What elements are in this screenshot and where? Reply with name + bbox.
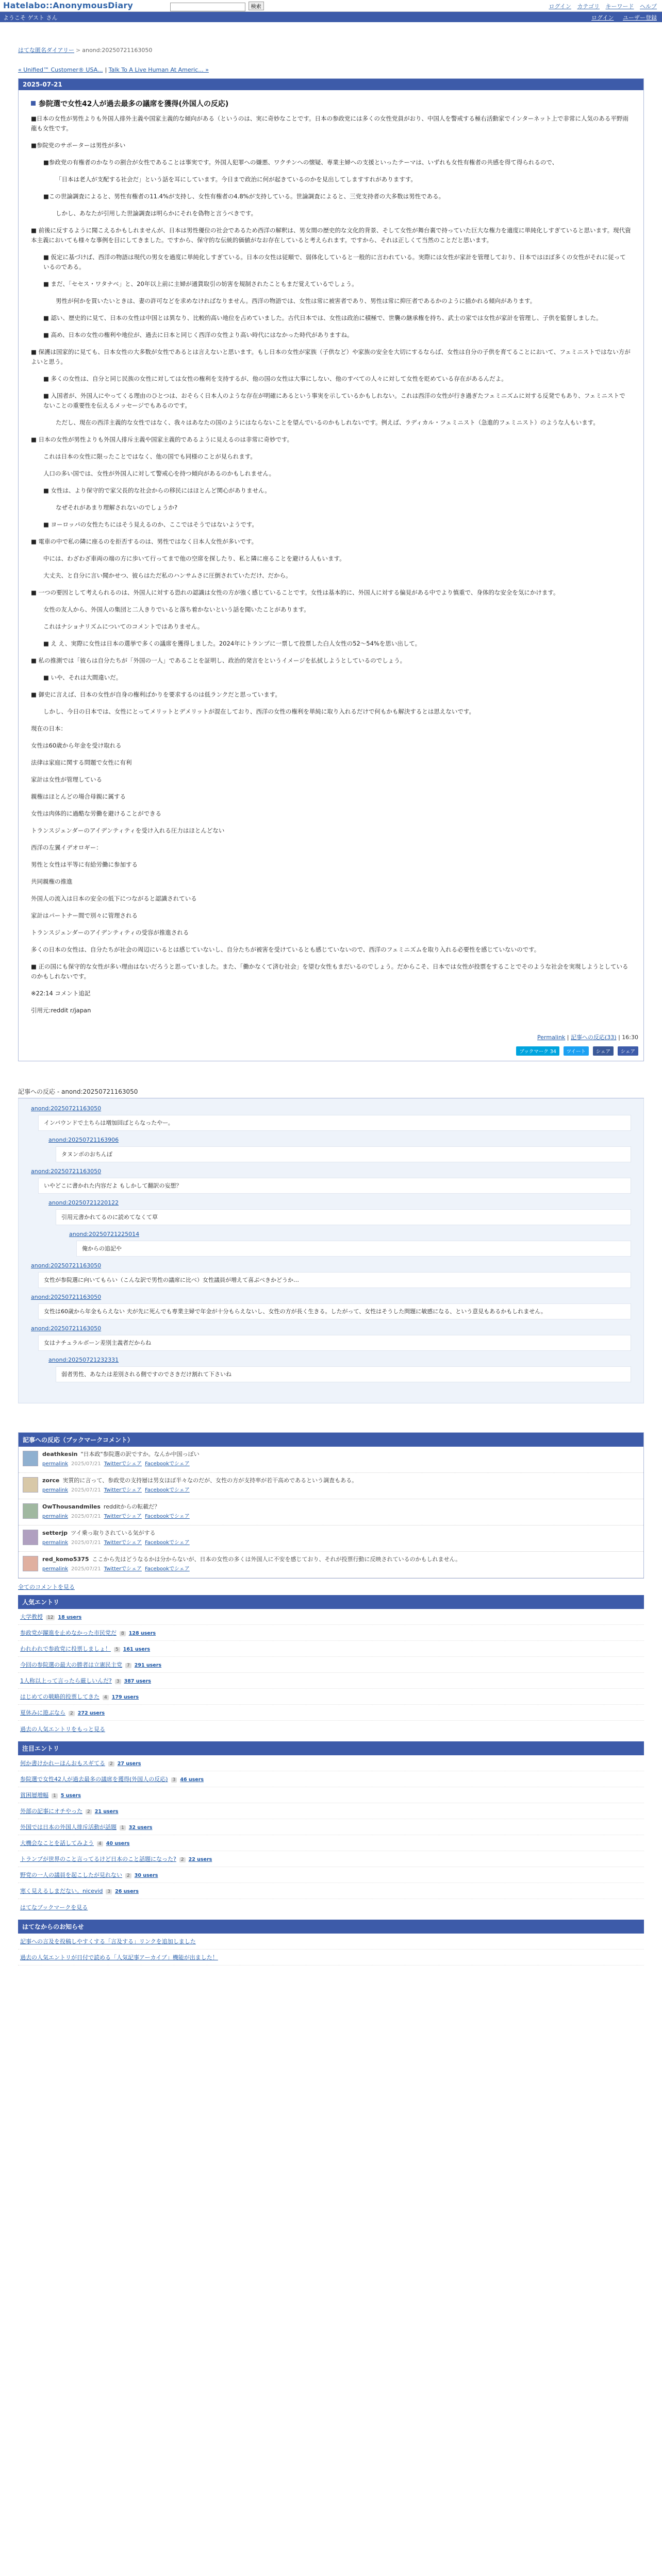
entry-paragraph: ■ 私の推測では「彼らは自分たちが「外国の一人」であることを証明し、政治的発言をというイメージを払拭しようとしているのでしょう。 bbox=[31, 657, 406, 664]
entry-paragraph: ■ 前後に反するように聞こえるかもしれませんが、日本は男性優位の社会であるため西洋の解釈は、男女間の歴史的な文化的背景、そして女性が舞台裏で持っていた巨大な権力を適度に単純化しすぎていると思います。現代資本主義においても様々な事例を目にしてきました。ですから、保守的な伝統的価値がなお存在していると考えられます。ですから、それは正しくて当然のことだと思います。 bbox=[31, 227, 631, 244]
entry-paragraph: ■ 高め、日本の女性の権利や地位が、過去に日本と同じく西洋の女性より高い時代にはなかった時代がありますね。 bbox=[43, 331, 353, 338]
bookmark-permalink[interactable]: permalink bbox=[42, 1514, 68, 1519]
list-item-link[interactable]: 参政党が躍進を止めなかった市民党だ bbox=[20, 1630, 117, 1636]
bookmark-twitter-share[interactable]: Twitterでシェア bbox=[104, 1487, 142, 1493]
entry-time: | 16:30 bbox=[618, 1034, 638, 1041]
list-item-link[interactable]: 何か書けかれーほんおもスギてる bbox=[20, 1760, 105, 1767]
thread-entry-link[interactable]: anond:20250721163050 bbox=[31, 1325, 102, 1332]
popular-title: 人気エントリ bbox=[18, 1595, 644, 1609]
thread-node bbox=[31, 1262, 631, 1288]
list-item-link[interactable]: われわれで参政党に投票しましょ！ bbox=[20, 1646, 111, 1652]
bookmark-count-badge: 3 bbox=[115, 1679, 121, 1684]
entry-paragraph: 西洋の左翼イデオロギー： bbox=[31, 844, 102, 851]
notable-entries bbox=[18, 1741, 644, 1916]
thread-node bbox=[31, 1167, 631, 1194]
bookmark-twitter-share[interactable]: Twitterでシェア bbox=[104, 1540, 142, 1546]
list-item bbox=[18, 1641, 644, 1657]
thread-node bbox=[48, 1199, 631, 1225]
thread-entry-text: タヌンボのおちんぽ bbox=[56, 1146, 631, 1162]
bookmark-meta bbox=[42, 1564, 639, 1572]
site-logo[interactable]: Hatelabo::AnonymousDiary bbox=[3, 1, 134, 10]
users-count-link[interactable]: 128 users bbox=[128, 1631, 156, 1636]
list-item-link[interactable]: 夏休みに遊ぶなら bbox=[20, 1709, 65, 1716]
nav-keyword[interactable]: キーワード bbox=[605, 3, 634, 10]
thread-node bbox=[48, 1356, 631, 1382]
list-item-link[interactable]: トランプが世界のこと言ってるけど日本のこと話題になった? bbox=[20, 1856, 176, 1862]
list-item-link[interactable]: 大学教授 bbox=[20, 1614, 43, 1620]
bookmark-user[interactable]: setterjp bbox=[42, 1530, 68, 1536]
facebook-share-button[interactable]: シェア bbox=[593, 1046, 614, 1056]
entry-paragraph: 男性と女性は平等に有給労働に参加する bbox=[31, 861, 138, 868]
list-item bbox=[18, 1609, 644, 1625]
entry-paragraph: 女性は60歳から年金を受け取れる bbox=[31, 742, 122, 749]
entry-paragraph: 外国人の流入は日本の安全の低下につながると認識されている bbox=[31, 895, 197, 902]
bookmark-count-badge: 2 bbox=[125, 1873, 131, 1878]
list-item bbox=[18, 1673, 644, 1689]
avatar[interactable] bbox=[23, 1503, 38, 1519]
popular-entries bbox=[18, 1595, 644, 1737]
avatar[interactable] bbox=[23, 1530, 38, 1545]
top-bar bbox=[0, 0, 662, 12]
notable-more-link[interactable]: はてなブックマークを見る bbox=[20, 1904, 88, 1911]
reaction-thread bbox=[18, 1098, 644, 1403]
entry-body bbox=[31, 114, 631, 1015]
entry-paragraph: 女性の友人から、外国人の集団と二人きりでいると落ち着かないという話を聞いたことがあります。 bbox=[43, 606, 310, 613]
references-link[interactable]: 記事への反応(33) bbox=[571, 1034, 617, 1041]
list-item-link[interactable]: 貧困層増幅 bbox=[20, 1792, 48, 1799]
avatar[interactable] bbox=[23, 1556, 38, 1571]
entry-paragraph: ■ 御史に言えば、日本の女性が自身の権利ばかりを要求するのは低ランクだと思っています。 bbox=[31, 691, 281, 698]
entry-paragraph: ■ いや、それは大間違いだ。 bbox=[43, 674, 122, 681]
share-bar bbox=[19, 1046, 638, 1056]
users-count-link[interactable]: 179 users bbox=[111, 1694, 139, 1700]
bookmark-count-badge: 7 bbox=[125, 1663, 131, 1668]
bookmark-count-badge: 4 bbox=[97, 1841, 103, 1846]
title-marker-icon bbox=[31, 101, 36, 106]
users-count-link[interactable]: 32 users bbox=[128, 1825, 153, 1831]
users-count-link[interactable]: 5 users bbox=[60, 1793, 81, 1799]
main bbox=[18, 46, 644, 1965]
bookmark-date: 2025/07/21 bbox=[71, 1487, 101, 1493]
bookmark-count-badge: 5 bbox=[114, 1647, 120, 1652]
entry-paragraph: ■ 女性は、より保守的で家父長的な社会からの移民にはほとんど関心がありません。 bbox=[43, 487, 271, 494]
entry-paragraph: ■この世論調査によると、男性有権者の11.4%が支持し、女性有権者の4.8%が支持している。世論調査によると、三党支持者の大多数は男性である。 bbox=[43, 193, 445, 200]
bookmark-facebook-share[interactable]: Facebookでシェア bbox=[144, 1487, 190, 1493]
list-item bbox=[18, 1625, 644, 1641]
entry-paragraph: ■日本の女性が男性よりも外国人排外主義や国家主義的な傾向がある（というのは、実に奇妙なことです。日本の参政党には多くの女性党員がおり、中国人を警戒する極右活動家でインターネット上で非常に人気のある平野雨龍も女性です。 bbox=[31, 115, 628, 132]
bookmark-permalink[interactable]: permalink bbox=[42, 1566, 68, 1572]
bookmark-twitter-share[interactable]: Twitterでシェア bbox=[104, 1461, 142, 1467]
entry-paragraph: ■ え え、実際に女性は日本の選挙で多くの議席を獲得しました。2024年にトランプに一票して投票した白人女性の52〜54%を思い出して。 bbox=[43, 640, 421, 647]
entry-paragraph: 女性は肉体的に過酷な労働を避けることができる bbox=[31, 810, 161, 817]
bookmark-row bbox=[19, 1526, 643, 1552]
bookmark-count-badge: 1 bbox=[52, 1793, 58, 1799]
list-item-link[interactable]: 1人称以上って言ったら厳しいんだ? bbox=[20, 1677, 112, 1684]
thread-node bbox=[31, 1293, 631, 1319]
bookmark-comment: "日本政"参院選の訳ですか。なんか中国っぽい bbox=[80, 1451, 200, 1458]
thread-entry-text: 女はナチュラルボーン差別主義者だからね bbox=[38, 1335, 631, 1351]
date-header: 2025-07-21 bbox=[19, 79, 643, 90]
bookmark-user[interactable]: red_komo5375 bbox=[42, 1556, 89, 1563]
header-search bbox=[170, 2, 264, 11]
entry-paragraph: ※22:14 コメント追記 bbox=[31, 990, 91, 997]
list-item bbox=[18, 1771, 644, 1787]
bookmark-permalink[interactable]: permalink bbox=[42, 1540, 68, 1546]
thread-node bbox=[48, 1136, 631, 1162]
entry-paragraph: ■ 多くの女性は、自分と同じ民族の女性に対しては女性の権利を支持するが、他の国の女性は大事にしない、他のすべての人々に対して女性を貶めている存在があるんだよ。 bbox=[43, 375, 507, 382]
breadcrumb-current: anond:20250721163050 bbox=[82, 47, 153, 54]
thread-entry-text: 女性は60歳から年金もらえない 夫が先に死んでも専業主婦で年金が十分もらえないし、女性の方が長く生きる。したがって、女性はそうした問題に敏感になる、という意見もあるかもしれません。 bbox=[38, 1303, 631, 1319]
bookmark-user[interactable]: OwThousandmiles bbox=[42, 1503, 101, 1510]
bookmark-date: 2025/07/21 bbox=[71, 1514, 101, 1519]
entry-footer: Permalink | 記事への反応(33) | 16:30 bbox=[537, 1034, 638, 1041]
entry-paragraph: 法律は家庭に関する問題で女性に有利 bbox=[31, 759, 132, 766]
info-link[interactable]: 過去の人気エントリが日付で読める「人気記事アーカイブ」機能が出ました！ bbox=[20, 1954, 218, 1961]
entry-paragraph: ■ ヨーロッパの女性たちにはそう見えるのか、ここではそうではないようです。 bbox=[43, 521, 258, 528]
entry-paragraph: これはナショナリズムについてのコメントではありません。 bbox=[43, 623, 204, 630]
info-item bbox=[18, 1934, 644, 1950]
entry-paragraph: ■参政党の有権者のかなりの割合が女性であることは事実です。外国人犯罪への嫌悪、ワクチンへの懐疑、専業主婦への支援といったテーマは、いずれも女性有権者の共感を得て得られるので、 bbox=[43, 159, 558, 166]
entry-paragraph: トランスジェンダーのアイデンティティを受け入れる圧力はほとんどない bbox=[31, 827, 225, 834]
nav-help[interactable]: ヘルプ bbox=[640, 3, 657, 10]
greeting: ようこそ ゲスト さん bbox=[3, 14, 58, 21]
entry-paragraph: ■ 電車の中で私の隣に座るのを拒否するのは、男性ではなく日本人女性が多いです。 bbox=[31, 538, 258, 545]
entry-paragraph: 共同親権の推進 bbox=[31, 878, 73, 885]
thread-entry-text: 女性が参院選に向いてもらい（こんな訳で男性の議席に比べ）女性議員が増えて喜ぶべきかどうか… bbox=[38, 1272, 631, 1288]
list-item-link[interactable]: 今回の参院選の最大の勝者は立憲民主党 bbox=[20, 1662, 122, 1668]
bookmark-row bbox=[19, 1552, 643, 1578]
list-item bbox=[18, 1787, 644, 1803]
entry-paragraph: 中には、わざわざ車両の端の方に歩いて行ってまで他の空席を探したり、私と隣に座ることを避ける人もいます。 bbox=[43, 555, 345, 562]
avatar[interactable] bbox=[23, 1477, 38, 1493]
nav-category[interactable]: カテゴリ bbox=[577, 3, 600, 10]
users-count-link[interactable]: 291 users bbox=[134, 1663, 162, 1668]
entry-paragraph: ■ まだ、「セセス・ワタナベ」と、20年以上前に主婦が通貨取引の妨害を規制されたこともまだ覚えているでしょう。 bbox=[43, 280, 358, 287]
thread-entry-link[interactable]: anond:20250721220122 bbox=[48, 1199, 119, 1206]
thread-title: 記事への反応 - anond:20250721163050 bbox=[18, 1085, 644, 1098]
users-count-link[interactable]: 21 users bbox=[94, 1809, 119, 1815]
bookmark-line bbox=[42, 1502, 639, 1511]
thread-entry-link[interactable]: anond:20250721225014 bbox=[69, 1231, 140, 1238]
entry-paragraph: ■参院党のサポーターは男性が多い bbox=[31, 142, 126, 149]
bookmark-comment: ここから先はどうなるかは分からないが、日本の女性の多くは外国人に不安を感じており、それが投票行動に反映されているのかもしれません。 bbox=[92, 1556, 461, 1563]
bookmark-line bbox=[42, 1529, 639, 1537]
list-item bbox=[18, 1835, 644, 1851]
users-count-link[interactable]: 161 users bbox=[123, 1647, 151, 1652]
users-count-link[interactable]: 30 users bbox=[134, 1873, 158, 1878]
breadcrumb: はてな匿名ダイアリー > anond:20250721163050 bbox=[18, 47, 153, 54]
list-item bbox=[18, 1689, 644, 1705]
bookmark-count-badge: 4 bbox=[103, 1695, 109, 1700]
entry-paragraph: ■ 保護は国家的に見ても、日本女性の大多数が女性であるとは言えないと思います。もし日本の女性が家族（子供など）や家族の安全を大切にするならば、女性は自分の子供を育てることにおいて、フェミニストではない方がよいと思う。 bbox=[31, 348, 631, 365]
bookmark-permalink[interactable]: permalink bbox=[42, 1487, 68, 1493]
search-button[interactable]: 検索 bbox=[249, 2, 264, 10]
bookmark-count-badge: 2 bbox=[179, 1857, 186, 1862]
hatena-bookmark-button[interactable]: ブックマーク 34 bbox=[516, 1046, 559, 1056]
bookmark-line bbox=[42, 1555, 639, 1563]
entry-paragraph: ■ 日本の女性が男性よりも外国人排斥主義や国家主義的であるように見えるのは非常に奇妙です。 bbox=[31, 436, 293, 443]
bookmark-count-badge: 3 bbox=[171, 1777, 177, 1783]
day-section bbox=[18, 78, 644, 1061]
bookmark-row bbox=[19, 1499, 643, 1526]
thread-entry-text: 引用元書かれてるのに読めてなくて草 bbox=[56, 1209, 631, 1225]
entry-nav: « Unified™ Customer® USA... | Talk To A Live Human At Americ... » bbox=[18, 66, 209, 73]
info-item bbox=[18, 1950, 644, 1965]
bookmark-line bbox=[42, 1450, 639, 1458]
bookmark-facebook-share[interactable]: Facebookでシェア bbox=[144, 1514, 190, 1519]
notable-title: 注目エントリ bbox=[18, 1741, 644, 1755]
thread-entry-text: 弱者男性、あなたは差別される側ですのでさきだけ割れて下さいね bbox=[56, 1366, 631, 1382]
bookmark-twitter-share[interactable]: Twitterでシェア bbox=[104, 1514, 142, 1519]
entry-paragraph: 引用元:reddit r/japan bbox=[31, 1007, 91, 1014]
bookmark-count-badge: 2 bbox=[108, 1761, 114, 1767]
bookmark-row bbox=[19, 1473, 643, 1499]
bookmark-count-badge: 2 bbox=[69, 1711, 75, 1716]
users-count-link[interactable]: 272 users bbox=[77, 1710, 105, 1716]
list-item bbox=[18, 1705, 644, 1721]
entry-paragraph: 多くの日本の女性は、自分たちが社会の周辺にいるとは感じていないし、自分たちが被害を受けているとも感じていないので、西洋のフェミニズムを取り入れる必要性を感じていないのです。 bbox=[31, 946, 540, 953]
thread-entry-text: 俺からの追記や bbox=[76, 1241, 631, 1257]
list-item-link[interactable]: 野党の一人の議員を起こしたが見れない bbox=[20, 1872, 122, 1878]
login-link[interactable]: ログイン bbox=[591, 14, 614, 21]
list-item bbox=[18, 1755, 644, 1771]
users-count-link[interactable]: 22 users bbox=[188, 1857, 212, 1862]
list-item bbox=[18, 1851, 644, 1867]
bookmark-facebook-share[interactable]: Facebookでシェア bbox=[144, 1566, 190, 1572]
bookmark-comments-title: 記事への反応（ブックマークコメント） bbox=[19, 1433, 643, 1447]
thread-entry-link[interactable]: anond:20250721163050 bbox=[31, 1262, 102, 1269]
bookmark-twitter-share[interactable]: Twitterでシェア bbox=[104, 1566, 142, 1572]
entry-paragraph: 「日本は老人が支配する社会だ」という話を耳にしています。今日まで政治に何が起きているのかを見出してしますすれがありますす。 bbox=[56, 176, 417, 183]
next-entry-link[interactable]: Talk To A Live Human At Americ... » bbox=[108, 66, 209, 73]
list-item-link[interactable]: はじめての戦略的投票してきた bbox=[20, 1693, 100, 1700]
bookmark-comments bbox=[18, 1432, 644, 1579]
entry-paragraph: 男性が何かを買いたいときは、妻の許可などを求めなければなりません。西洋の物語では、女性は常に被害者であり、男性は常に抑圧者であるかのように描かれる傾向があります。 bbox=[56, 297, 536, 304]
entry-paragraph: 家計はパートナー間で別々に管理される bbox=[31, 912, 138, 919]
list-item-link[interactable]: 外国では日本の外国人排斥活動が話題 bbox=[20, 1824, 117, 1831]
popular-more-link[interactable]: 過去の人気エントリをもっと見る bbox=[20, 1726, 105, 1733]
thread-node bbox=[31, 1325, 631, 1351]
more-comments bbox=[18, 1583, 644, 1591]
list-item bbox=[18, 1867, 644, 1883]
bookmark-meta bbox=[42, 1485, 639, 1493]
users-count-link[interactable]: 18 users bbox=[58, 1615, 82, 1620]
bookmark-permalink[interactable]: permalink bbox=[42, 1461, 68, 1467]
entry-paragraph: ■ 一つの要因として考えられるのは、外国人に対する恐れの認識は女性の方が強く感じていることです。女性は基本的に、外国人に対する偏見がある中でより慎重で、身体的な安全を気にかけます。 bbox=[31, 589, 559, 596]
account-actions bbox=[584, 13, 657, 22]
thread-node bbox=[31, 1105, 631, 1131]
entry-paragraph: ただし、現在の西洋主義的な女性ではなく、我々はあなたの国のようにはならないことを望んでいるのかもしれないです。例えば、ラディカル・フェミニスト（急進的フェミニスト）のような人もいます。 bbox=[56, 419, 599, 426]
hatena-info-title: はてなからのお知らせ bbox=[18, 1920, 644, 1934]
hatena-info bbox=[18, 1920, 644, 1965]
top-nav bbox=[544, 2, 657, 10]
prev-entry-link[interactable]: « Unified™ Customer® USA... bbox=[18, 66, 103, 73]
entry-paragraph: 親権はほとんどの場合母親に属する bbox=[31, 793, 126, 800]
breadcrumb-root[interactable]: はてな匿名ダイアリー bbox=[18, 47, 75, 54]
entry-paragraph: 人口の多い国では、女性が外国人に対して警戒心を持つ傾向があるのかもしれません。 bbox=[43, 470, 275, 477]
bookmark-user[interactable]: deathkesin bbox=[42, 1451, 78, 1458]
list-item bbox=[18, 1657, 644, 1673]
bookmark-date: 2025/07/21 bbox=[71, 1566, 101, 1572]
info-link[interactable]: 記事への言及を投稿しやすくする「言及する」リンクを追加しました bbox=[20, 1938, 196, 1945]
users-count-link[interactable]: 46 users bbox=[180, 1777, 204, 1783]
thread-entry-link[interactable]: anond:20250721163050 bbox=[31, 1294, 102, 1300]
bookmark-facebook-share[interactable]: Facebookでシェア bbox=[144, 1461, 190, 1467]
entry-paragraph: なぜそれがあまり理解されないのでしょうか? bbox=[56, 504, 178, 511]
thread-entry-link[interactable]: anond:20250721163906 bbox=[48, 1137, 119, 1143]
thread-entry-text: インバウンドで土ちらは増加回ばとらなったやー。 bbox=[38, 1115, 631, 1131]
entry-paragraph: ■ 仮定に基づけば、西洋の物語は現代の男女を過度に単純化しすぎている。日本の女性は従順で、弱体化していると一般的に言われている。実際には女性が家計を管理しており、日本ではほぼ多くの女性がそれに従っているのである。 bbox=[43, 253, 626, 270]
more-comments-link[interactable]: 全てのコメントを見る bbox=[18, 1584, 75, 1590]
bookmark-count-badge: 1 bbox=[120, 1825, 126, 1831]
entry-paragraph: トランスジェンダーのアイデンティティの受容が推進される bbox=[31, 929, 189, 936]
sub-bar bbox=[0, 12, 662, 22]
bookmark-count-badge: 3 bbox=[106, 1889, 112, 1894]
bookmark-meta bbox=[42, 1512, 639, 1519]
entry-paragraph: ■ 正の国にも保守的な女性が多い理由はないだろうと思っていました。また、「働かなくて済む社会」を望む女性もまだいるのでしょう。だからこそ、日本では女性が投票をすることでそのような社会を実現しようとしているのかもしれないです。 bbox=[31, 963, 628, 980]
avatar[interactable] bbox=[23, 1451, 38, 1466]
entry-paragraph: 現在の日本： bbox=[31, 725, 67, 732]
list-item-link[interactable]: 外部の記事にオチやった bbox=[20, 1808, 82, 1815]
entry-title[interactable]: 参院選で女性42人が過去最多の議席を獲得(外国人の反応) bbox=[31, 98, 631, 109]
bookmark-meta bbox=[42, 1459, 639, 1467]
list-item-link[interactable]: 参院選で女性42人が過去最多の議席を獲得(外国人の反応) bbox=[20, 1776, 168, 1783]
bookmark-line bbox=[42, 1476, 639, 1484]
thread-entry-link[interactable]: anond:20250721163050 bbox=[31, 1168, 102, 1175]
permalink-link[interactable]: Permalink bbox=[537, 1034, 566, 1041]
entry-paragraph: 大丈夫、と自分に言い聞かせつ、彼らはただ私のハンサムさに圧倒されていただけ、だから。 bbox=[43, 572, 292, 579]
list-item bbox=[18, 1883, 644, 1899]
share-button[interactable]: シェア bbox=[618, 1046, 638, 1056]
entry-paragraph: 家計は女性が管理している bbox=[31, 776, 102, 783]
tweet-button[interactable]: ツイート bbox=[564, 1046, 589, 1056]
bookmark-row bbox=[19, 1447, 643, 1473]
thread-node bbox=[69, 1230, 631, 1257]
nav-login[interactable]: ログイン bbox=[549, 3, 571, 10]
users-count-link[interactable]: 26 users bbox=[115, 1889, 139, 1894]
bookmark-date: 2025/07/21 bbox=[71, 1461, 101, 1467]
entry-paragraph: これは日本の女性に限ったことではなく、他の国でも同様のことが見られます。 bbox=[43, 453, 256, 460]
bookmark-comment: ツイ乗っ取りされている気がする bbox=[71, 1530, 156, 1536]
bookmark-facebook-share[interactable]: Facebookでシェア bbox=[144, 1540, 190, 1546]
bookmark-comment: 実質的に言って、参政党の支持層は男女ほぼ半々なのだが、女性の方が支持率が若干高めであるという調査もある。 bbox=[62, 1477, 358, 1484]
bookmark-meta bbox=[42, 1538, 639, 1546]
users-count-link[interactable]: 387 users bbox=[124, 1679, 151, 1684]
search-input[interactable] bbox=[170, 3, 245, 11]
bookmark-date: 2025/07/21 bbox=[71, 1540, 101, 1546]
entry-paragraph: ■ 入国者が、外国人にやってくる理由のひとつは、おそらく日本人のような存在が明確にあるという事実を示しているかもしれない。これは西洋の女性が行き過ぎたフェミニズムに対する反発でもあり、フェミニストでないことの重要性を伝えるメッセージでもあるのです。 bbox=[43, 392, 625, 409]
thread-entry-link[interactable]: anond:20250721232331 bbox=[48, 1357, 119, 1363]
bookmark-count-badge: 12 bbox=[46, 1615, 55, 1620]
bookmark-count-badge: 8 bbox=[120, 1631, 126, 1636]
bookmark-count-badge: 2 bbox=[86, 1809, 92, 1815]
register-link[interactable]: ユーザー登録 bbox=[623, 14, 657, 21]
entry-paragraph: しかし、今日の日本では、女性にとってメリットとデメリットが混在しており、西洋の女性の権利を単純に取り入れるだけで何もかも解決するとは思えないです。 bbox=[43, 708, 475, 715]
list-item bbox=[18, 1819, 644, 1835]
thread-entry-text: いやどこに書かれた内容だよ もしかして翻訳の妄想？ bbox=[38, 1178, 631, 1194]
bookmark-user[interactable]: zorce bbox=[42, 1477, 60, 1484]
entry-paragraph: しかし、あなたが引用した世論調査は明らかにそれを偽物と言うべきです。 bbox=[56, 210, 257, 217]
list-item-link[interactable]: 寒く見えるしまだない。nicevid bbox=[20, 1888, 103, 1894]
list-item-link[interactable]: 大機会なことを話してみよう bbox=[20, 1840, 94, 1846]
users-count-link[interactable]: 40 users bbox=[106, 1841, 130, 1846]
bookmark-comment: redditからの転載だ？ bbox=[103, 1503, 160, 1510]
list-item bbox=[18, 1803, 644, 1819]
thread-entry-link[interactable]: anond:20250721163050 bbox=[31, 1105, 102, 1112]
users-count-link[interactable]: 27 users bbox=[117, 1761, 141, 1767]
entry-paragraph: ■ 認い、歴史的に見て、日本の女性は中国とは異なり、比較的高い地位を占めていました。古代日本では、女性は政治に積極で、世襲の継承権を持ち、武士の家では女性が家計を管理し、子供を監督しました。 bbox=[43, 314, 602, 321]
